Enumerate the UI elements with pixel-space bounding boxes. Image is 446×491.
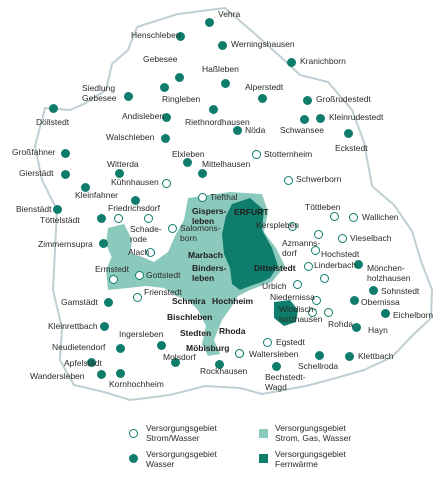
label-noeda: Nöda xyxy=(245,125,266,135)
label-kuehnhausen: Kühnhausen xyxy=(111,177,159,187)
label-bindersleben: Binders- leben xyxy=(192,263,227,283)
marker-grossfahner xyxy=(61,149,70,158)
marker-hochstedt xyxy=(338,234,347,243)
label-eckstedt: Eckstedt xyxy=(335,143,368,153)
marker-ingersleben xyxy=(157,341,166,350)
marker-gottstedt xyxy=(135,271,144,280)
legend-label-wasser: Versorgungsgebiet Wasser xyxy=(146,449,217,469)
marker-vehra xyxy=(205,18,214,27)
marker-hassleben xyxy=(221,79,230,88)
marker-sohnstedt xyxy=(369,286,378,295)
label-kleinrudestedt: Kleinrudestedt xyxy=(329,112,384,122)
marker-gierstaedt xyxy=(61,170,70,179)
marker-zimmernsupra xyxy=(99,239,108,248)
marker-schwerborn xyxy=(284,176,293,185)
label-gebesee: Gebesee xyxy=(143,54,178,64)
label-erfurt: ERFURT xyxy=(234,207,269,217)
marker-walschleben xyxy=(161,134,170,143)
label-dittelstedt: Dittelstedt xyxy=(254,263,296,273)
marker-doellstedt xyxy=(49,104,58,113)
marker-wallichen xyxy=(349,213,358,222)
label-neudietendorf: Neudietendorf xyxy=(52,342,106,352)
label-bechstedt-wagd: Bechstedt- Wagd xyxy=(265,372,306,392)
label-hochstedt: Hochstedt xyxy=(321,249,360,259)
marker-wandersleben xyxy=(97,370,106,379)
label-wandersleben: Wandersleben xyxy=(30,371,85,381)
marker-ermstedt xyxy=(109,275,118,284)
marker-bienstaedt xyxy=(53,205,62,214)
legend-label-strom-gas-wasser: Versorgungsgebiet Strom, Gas, Wasser xyxy=(275,423,352,443)
label-ingersleben: Ingersleben xyxy=(119,329,164,339)
marker-stotternheim xyxy=(252,150,261,159)
label-siedlung-gebesee: Siedlung Gebesee xyxy=(82,83,117,103)
label-eichelborn: Eichelborn xyxy=(393,310,434,320)
label-molsdorf: Molsdorf xyxy=(163,352,196,362)
label-witterda: Witterda xyxy=(107,159,139,169)
label-tiefthal: Tiefthal xyxy=(210,192,238,202)
marker-frienstedt xyxy=(133,293,142,302)
label-alach: Alach xyxy=(128,247,150,257)
marker-grossrudestedt xyxy=(303,96,312,105)
label-windischholzhausen: Windisch- holzhausen xyxy=(279,304,323,324)
marker-salomonsborn xyxy=(168,224,177,233)
marker-obernissa xyxy=(350,296,359,305)
label-schwansee: Schwansee xyxy=(280,125,324,135)
marker-friedrichsdorf-ring xyxy=(114,214,123,223)
label-linderbach: Linderbach xyxy=(314,260,357,270)
label-frienstedt: Frienstedt xyxy=(144,287,182,297)
label-kerspleben: Kerspleben xyxy=(256,220,300,230)
marker-eckstedt xyxy=(344,129,353,138)
marker-alperstedt xyxy=(258,94,267,103)
marker-klettbach xyxy=(345,352,354,361)
marker-neudietendorf xyxy=(116,344,125,353)
marker-kornhochheim xyxy=(116,369,125,378)
marker-kleinrettbach xyxy=(100,322,109,331)
label-grossrudestedt: Großrudestedt xyxy=(316,94,371,104)
marker-kranichborn xyxy=(287,58,296,67)
label-kranichborn: Kranichborn xyxy=(300,56,346,66)
label-grossfahner: Großfahner xyxy=(12,147,56,157)
label-elxleben: Elxleben xyxy=(172,149,205,159)
legend-label-fernwaerme: Versorgungsgebiet Fernwärme xyxy=(275,449,346,469)
label-andisleben: Andisleben xyxy=(122,111,165,121)
marker-waltersleben xyxy=(235,349,244,358)
label-friedrichsdorf: Friedrichsdorf xyxy=(108,203,160,213)
label-werningshausen: Werningshausen xyxy=(231,39,295,49)
marker-urbich xyxy=(293,280,302,289)
label-gamstaedt: Gamstädt xyxy=(61,297,98,307)
label-walschleben: Walschleben xyxy=(106,132,155,142)
marker-riethnordhausen xyxy=(209,105,218,114)
marker-gamstaedt xyxy=(104,298,113,307)
label-vehra: Vehra xyxy=(218,9,241,19)
marker-rohda xyxy=(324,308,333,317)
marker-tiefthal xyxy=(198,193,207,202)
label-hassleben: Haßleben xyxy=(202,64,239,74)
label-zimmernsupra: Zimmernsupra xyxy=(38,239,93,249)
label-rohda: Rohda xyxy=(328,319,354,329)
marker-kuehnhausen xyxy=(162,179,171,188)
label-hochheim: Hochheim xyxy=(212,296,254,306)
label-bienstaedt: Bienstädt xyxy=(16,204,52,214)
label-rhoda: Rhoda xyxy=(219,326,246,336)
label-stedten: Stedten xyxy=(180,328,212,338)
marker-kleinrudestedt xyxy=(316,114,325,123)
marker-siedlung-gebesee xyxy=(124,92,133,101)
label-ringleben: Ringleben xyxy=(162,94,201,104)
label-stotternheim: Stotternheim xyxy=(264,149,313,159)
label-kleinrettbach: Kleinrettbach xyxy=(48,321,98,331)
label-klettbach: Klettbach xyxy=(358,351,394,361)
marker-mittelhausen xyxy=(198,169,207,178)
marker-schellroda xyxy=(315,351,324,360)
label-hayn: Hayn xyxy=(368,325,388,335)
label-urbich: Urbich xyxy=(262,281,287,291)
label-mittelhausen: Mittelhausen xyxy=(202,159,251,169)
label-kleinfahner: Kleinfahner xyxy=(75,190,119,200)
marker-werningshausen xyxy=(218,41,227,50)
legend-marker-wasser xyxy=(129,454,138,463)
marker-bechstedt-wagd xyxy=(272,362,281,371)
marker-toettleben xyxy=(330,212,339,221)
label-wallichen: Wallichen xyxy=(362,212,399,222)
marker-linderbach xyxy=(304,262,313,271)
label-schellroda: Schellroda xyxy=(298,361,339,371)
label-niedernissa: Niedernissa xyxy=(270,292,315,302)
label-moebisburg: Möbisburg xyxy=(186,343,230,353)
label-toettleben: Töttleben xyxy=(305,202,341,212)
marker-eichelborn xyxy=(381,309,390,318)
label-schaderode: Schade- rode xyxy=(130,224,162,244)
label-azmannsdorf: Azmanns- dorf xyxy=(282,238,321,258)
label-schmira: Schmira xyxy=(172,296,206,306)
label-henschleben: Henschleben xyxy=(131,30,181,40)
marker-egstedt xyxy=(263,338,272,347)
label-vieselbach: Vieselbach xyxy=(350,233,392,243)
marker-toettelstaedt xyxy=(97,214,106,223)
legend-label-strom-wasser: Versorgungsgebiet Strom/Wasser xyxy=(146,423,217,443)
label-gierstaedt: Gierstädt xyxy=(19,168,54,178)
label-obernissa: Obernissa xyxy=(361,297,400,307)
marker-ringleben xyxy=(160,83,169,92)
label-kornhochheim: Kornhochheim xyxy=(109,379,164,389)
label-toettelstaedt: Töttelstädt xyxy=(40,215,80,225)
legend-marker-strom-wasser xyxy=(129,429,138,438)
label-doellstedt: Döllstedt xyxy=(36,117,70,127)
label-alperstedt: Alperstedt xyxy=(245,82,284,92)
label-schwerborn: Schwerborn xyxy=(296,174,342,184)
label-apfelstaedt: Apfelstädt xyxy=(64,358,102,368)
label-salomonsborn: Salomons- born xyxy=(180,223,221,243)
label-bischleben: Bischleben xyxy=(167,312,213,322)
label-sohnstedt: Sohnstedt xyxy=(381,286,420,296)
marker-schaderode xyxy=(144,214,153,223)
marker-schwansee xyxy=(300,115,309,124)
label-gottstedt: Gottstedt xyxy=(146,270,181,280)
label-moenchenholzhausen: Mönchen- holzhausen xyxy=(367,263,411,283)
marker-gebesee xyxy=(175,73,184,82)
marker-bueleben xyxy=(320,274,329,283)
label-rockhausen: Rockhausen xyxy=(200,366,248,376)
label-ermstedt: Ermstedt xyxy=(95,264,130,274)
label-marbach: Marbach xyxy=(188,250,223,260)
label-gispersleben: Gispers- leben xyxy=(192,206,227,226)
label-riethnordhausen: Riethnordhausen xyxy=(185,117,250,127)
label-waltersleben: Waltersleben xyxy=(249,349,299,359)
label-egstedt: Egstedt xyxy=(276,337,305,347)
legend-swatch-fernwaerme xyxy=(259,454,268,463)
legend-swatch-strom-gas-wasser xyxy=(259,429,268,438)
